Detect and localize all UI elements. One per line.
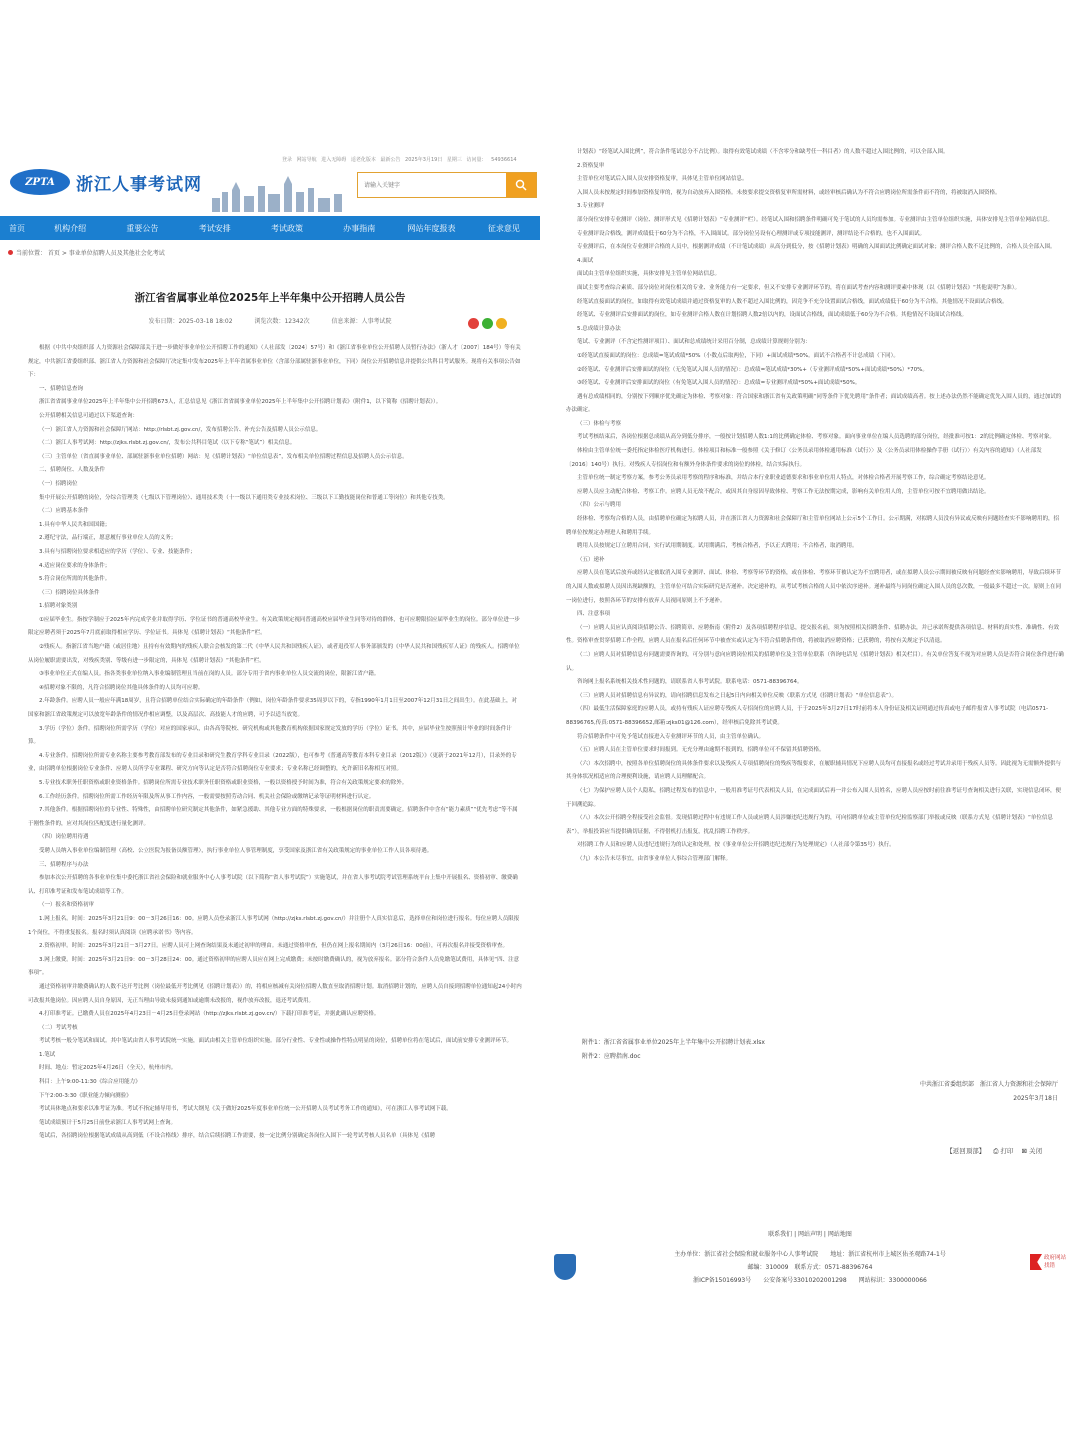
paragraph: 2.遵纪守法，品行端正，愿意履行事业单位人员的义务；: [39, 535, 177, 542]
breadcrumb: [8, 248, 165, 257]
paragraph: 经笔试直接面试的岗位，如取得有效笔试成绩并通过资格复审的人数不超过入围比例的，因竞争不充分设置面试合格线，面试成绩低于60分为不合格。其他情况不设面试合格线。: [577, 298, 1008, 305]
paragraph: 专业测评后，在本岗位专业测评合格的人员中，根据测评成绩（不计笔试成绩）从高分到低分，按《招聘计划表》明确的入围面试比例确定面试对象；测评合格人数不足比例的，合格人员全部入围。: [577, 244, 1056, 251]
paragraph: 1.招聘对象类别: [39, 603, 78, 610]
paragraph: （一）报名和资格初审: [39, 902, 95, 909]
article-title: 浙江省省属事业单位2025年上半年集中公开招聘人员公告: [134, 292, 406, 304]
article-body-left: [28, 342, 522, 1144]
paragraph: 下午2:00-3:30《职业能力倾向测验》: [39, 1092, 132, 1099]
top-link[interactable]: 最新公告: [380, 157, 401, 163]
attachment-link[interactable]: 附件1：浙江省省属事业单位2025年上半年集中公开招聘计划表.xlsx: [582, 1039, 765, 1046]
nav-exam-policy[interactable]: 考试政策: [270, 223, 303, 233]
paragraph: 符合招聘条件中可免予笔试直接进入专业测评环节的人员，由主管单位确认。: [577, 733, 765, 740]
article-meta: [0, 316, 540, 325]
top-link[interactable]: 进入无障碍: [321, 157, 347, 163]
paragraph: 笔试后，各招聘岗位根据笔试成绩从高到低（不设合格线）排序，结合后续招聘工作需要，按一定比例分别确定各岗位入围下一轮考试考核人员名单（具体见《招聘: [39, 1133, 436, 1140]
paragraph: 2.年龄条件。应聘人员一般应年满18周岁，且符合招聘单位结合实际确定的年龄条件（例如，岗位年龄条件要求35周岁以下的，专指1990年1月1日至2007年12月31日之间出生）。在此基础上，对国家和浙江省政策规定可以放宽年龄条件的情况作相应调整，以及高层次、高技能人才的应聘，可予以适当放宽。: [28, 698, 517, 719]
paragraph: （三）招聘岗位具体条件: [39, 589, 100, 596]
paragraph: （七）为保护应聘人员个人隐私，招聘过程发布的信息中，一般用准考证号代表相关人员，在完成面试后再一并公布入围人员姓名，应聘人员应按时前往准考证号查询相关进行关联，实现信息闭环，便于回溯追踪。: [566, 787, 1062, 808]
nav-annual-report[interactable]: 网站年度报表: [407, 223, 456, 233]
nav-notices[interactable]: 重要公告: [126, 223, 159, 233]
paragraph: 4.适应岗位要求的身体条件；: [39, 562, 111, 569]
close-button[interactable]: ⊠ 关闭: [1021, 1147, 1042, 1155]
paragraph: 主管单位对笔试后入围人员安排资格复审，具体见主管单位网站信息。: [577, 176, 748, 183]
paragraph: （四）岗位聘用待遇: [39, 834, 89, 841]
paragraph: （八）本次公开招聘全程接受社会监督。发现招聘过程中有违规工作人员或应聘人员涉嫌违纪违规行为的，可向招聘单位或主管单位纪检监察部门举报或反映（联系方式见《招聘计划表》“单位信息表”），举报投诉应当提供确切证据，不得借机打击报复，扰乱招聘工作秩序。: [566, 815, 1053, 835]
paragraph: 4.面试: [577, 257, 594, 264]
nav-guide[interactable]: 办事指南: [343, 223, 376, 233]
nav-home[interactable]: 首页: [9, 223, 25, 233]
paragraph: 咨询网上报名系统相关技术性问题的，请联系省人事考试院。联系电话：0571-88396764。: [577, 679, 803, 686]
search-button[interactable]: [506, 173, 536, 197]
paragraph: （二）应聘人员对招聘信息有问题需要咨询的，可分别与意向应聘岗位相关的招聘单位及主管单位联系（咨询电话见《招聘计划表》相关栏目）。有关单位答复不视为对应聘人员是否符合岗位条件进行确认。: [566, 651, 1064, 672]
attachments: [582, 1036, 765, 1064]
paragraph: 1.网上报名。时间：2025年3月21日9：00－3月26日16：00。应聘人员登录浙江人事考试网（http://zjks.rlsbt.zj.gov.cn/）并注册个人真实信息后，选择单位和岗位进行报名。每位应聘人员限报1个岗位，不得重复报名。报名时须认真阅读《应聘承诺书》等内容。: [28, 915, 520, 936]
paragraph: 3.学历（学位）条件。招聘岗位所需学历（学位）对应的国家承认，由各高等院校、研究机构或其他教育机构依据国家规定发放的学历（学位）证书。其中，应届毕业生按照预计毕业的时间条件计算。: [28, 725, 512, 746]
paragraph: 应聘人员应主动配合体检、考察工作。应聘人员无故不配合，或因其自身原因导致体检、考察工作无法按期完成，影响有关单位用人的，主管单位可按不宜聘用做出结论。: [577, 488, 990, 495]
paragraph: ②经笔试、专业测评后安排面试的岗位（无免笔试入围人员的情况）：总成绩=笔试成绩*30%+（专业测评成绩*50%+面试成绩*50%）*70%。: [577, 366, 928, 373]
paragraph: 5.总成绩计算办法: [577, 325, 621, 332]
paragraph: 专业测评设合格线，测评成绩低于60分为不合格，不入围面试。部分岗位另设有心理测评或专项技能测评，测评结论不合格的，也不入围面试。: [577, 230, 926, 237]
paragraph: 4.打印准考证。已缴费人员在2025年4月23日－4月25日登录网站（http://zjks.rlsbt.zj.gov.cn/）下载打印准考证，并据此确认应聘资格。: [39, 1011, 380, 1018]
paragraph: 7.其他条件。根据招聘岗位的专业性、特殊性，由招聘单位研究制定其他条件，如紧急援助、其他专业方面的特殊要求，一般根据岗位的职责需要确定。招聘条件中含有“能力素质”“优先考虑”等不属于刚性条件的，应对其岗位匹配度进行量化测评。: [28, 807, 518, 827]
paragraph: 参加本次公开招聘的各事业单位集中委托浙江省社会保险和就业服务中心人事考试院（以下简称“省人事考试院”）实施笔试，并在省人事考试院考试管理系统平台上集中开展报名、资格初审、缴费确认、打印准考证和发布笔试成绩等工作。: [28, 875, 518, 895]
paragraph: 根据《中共中央组织部 人力资源社会保障部关于进一步做好事业单位公开招聘工作的通知》（人社部发〔2024〕57号）和《浙江省事业单位公开招聘人员暂行办法》（浙人才〔2007〕184号）等有关规定，中共浙江省委组织部、浙江省人力资源和社会保障厅决定集中发布2025年上半年省属事业单位（含部分部属驻浙事业单位，下同）岗位公开招聘信息并提供公共科目考试服务。现将有关事项公告如下：: [28, 345, 521, 379]
paragraph: 入围人员未按规定时间参加资格复审的，视为自动放弃入围资格。未按要求提交资格复审所需材料，或经审核后确认为不符合应聘岗位所需条件而不符的，将被取消入围资格。: [577, 189, 1001, 196]
weekday-text: 星期三: [446, 157, 462, 163]
attachment-link[interactable]: 附件2：应聘指南.doc: [582, 1053, 641, 1060]
print-button[interactable]: ⎙ 打印: [993, 1147, 1014, 1155]
top-link[interactable]: 登录: [282, 157, 293, 163]
paragraph: （四）最低生活保障家庭的应聘人员，或持有残疾人证应聘专残疾人专招岗位的应聘人员，于于2025年3月27日17时前将本人身份证及相关证明通过传真或电子邮件报省人事考试院（电话0571-88396765,传真:0571-88396652,邮箱:zjks01@126.com），经审核后免除其考试费。: [566, 706, 1048, 726]
footer-host: 主办单位：浙江省社会保险和就业服务中心人事考试院 地址：浙江省杭州市上城区佑圣观路74-1号: [674, 1251, 946, 1258]
footer-info: [540, 1248, 1080, 1287]
paragraph: 主管单位统一制定考察方案，参考公务员录用考察的程序和标准，并结合本行业职业道德要求和事业单位用人特点，对体检合格者开展考察工作，综合确定考察结论意见。: [577, 475, 990, 482]
paragraph: ③经笔试、专业测评后安排面试的岗位（有免笔试入围人员的情况）：总成绩=专业测评成绩*50%+面试成绩*50%。: [577, 380, 861, 387]
paragraph: 经笔试、专业测评后安排面试的岗位，如专业测评合格人数在计划招聘人数2倍以内的，设面试合格线，面试成绩低于60分为不合格。其他情况不设面试合格线。: [577, 312, 968, 319]
paragraph: 三、招聘程序与办法: [39, 861, 89, 868]
paragraph: 公开招聘相关信息可通过以下渠道查询：: [39, 412, 139, 419]
paragraph: （二）浙江人事考试网：http://zjks.rlsbt.zj.gov.cn/，发布公共科目笔试（以下专称“笔试”）相关信息。: [39, 440, 296, 447]
paragraph: 计划表》“经笔试入围比例”，符合条件笔试总分不占比例）。取得有效笔试成绩（不含零分和缺考任一科目者）的人数不超过入围比例的，可以全部入围。: [577, 149, 949, 155]
share-buttons: [468, 318, 507, 329]
paragraph: 聘用人员按规定订立聘用合同，实行试用期制度。试用期满后，考核合格者，予以正式聘用；不合格者，取消聘用。: [577, 543, 858, 550]
paragraph: （六）本次招聘中，按照各单位招聘岗位的具体条件要求以及残疾人专项招聘岗位的残疾等级要求，在履职辅具情况下应聘人员均可直接报名或经过考试并录用于残疾人员等。因此视为无需额外提供与其身体状况相适应的合理便利设施，请应聘人员理解配合。: [566, 760, 1062, 781]
paragraph: 经体检、考察均合格的人员，由招聘单位确定为拟聘人员，并在浙江省人力资源和社会保障厅和主管单位网站上公示5个工作日。公示期满，对拟聘人员没有异议或反映有问题经查实不影响聘用的，招聘单位按规定办理进人和聘用手续。: [566, 516, 1060, 536]
article-body-right: [566, 146, 1064, 866]
paragraph: ①应届毕业生。指按学制应于2025年内完成学业并取得学历、学位证书的普通高校毕业生。有关政策规定视同普通高校应届毕业生同等对待的群体，也可应聘限招应届毕业生的岗位。部分单位进一步限定应聘者须于2025年7月底前取得相应学历、学位证书。具体见《招聘计划表》“其他条件”栏。: [28, 616, 520, 637]
paragraph: 笔试成绩预计于5月25日前登录浙江人事考试网上查询。: [39, 1119, 176, 1126]
paragraph: 5.专业技术职务任职资格或职业资格条件。招聘岗位所需专业技术职务任职资格或职业资格，一般以资格授予时间为准，符合有关政策规定要求的除外。: [39, 780, 408, 786]
nav-about[interactable]: 机构介绍: [54, 223, 87, 233]
paragraph: 5.符合岗位所需的其他条件。: [39, 576, 111, 583]
main-nav: [0, 216, 540, 240]
search-icon: [515, 179, 527, 191]
site-logo[interactable]: [10, 166, 206, 198]
top-links-bar: [282, 156, 540, 166]
paragraph: 笔试、专业测评（不含定性测评项目）、面试和总成绩统计采用百分制，总成绩计算规则分别为：: [577, 339, 811, 346]
right-column: [540, 0, 1080, 1440]
nav-exam-schedule[interactable]: 考试安排: [198, 223, 231, 233]
gov-badge-text: 政府网站找错: [1044, 1255, 1067, 1269]
info-source: 信息来源：人事考试院: [331, 318, 392, 325]
weibo-share-icon[interactable]: [468, 318, 479, 329]
visit-count: 54936614: [491, 157, 517, 163]
paragraph: （五）递补: [577, 556, 605, 563]
paragraph: 6.工作经历条件。招聘岗位所需工作经历年限及所从事工作内容，一般需要按照劳动合同、机关社会保险或缴纳记录等证明材料进行认定。: [39, 793, 375, 800]
party-gov-badge-icon[interactable]: [554, 1254, 576, 1280]
paragraph: （五）应聘人员在主管单位要求时间报到。无充分理由逾期不报到的，招聘单位可不保留其招聘资格。: [577, 747, 825, 754]
paragraph: （一）应聘人员应认真阅读招聘公告、招聘简章、应聘指南（附件2）及各项招聘程序信息，提交报名前，须为按照相关招聘条件、招聘办法，并已承诺所提供各项信息、材料的真实性、准确性、有效性。资格审查贯穿招聘工作全程，应聘人员在报名后任何环节中被查实或认定为不符合招聘条件的，将被取消应聘资格；已获聘的，将按有关规定予以清退。: [566, 624, 1060, 645]
paragraph: 遇有总成绩相同的，分别按下列顺序优先确定为体检、考察对象：符合国家和浙江省有关政策明确“同等条件下优先聘用”条件者；面试成绩高者。按上述办法仍然不能确定优先入围人员的，通过加试的办法确定。: [566, 393, 1062, 414]
paragraph: 1.笔试: [39, 1051, 56, 1058]
signature: [920, 1078, 1058, 1106]
paragraph: ④招聘对象不限的，凡符合招聘岗位其他具体条件的人员均可应聘。: [39, 684, 204, 691]
paragraph: （九）本公告未尽事宜，由省事业单位人事综合管理部门解释。: [577, 855, 732, 862]
paragraph: 考试考核一般分笔试和面试。其中笔试由省人事考试院统一实施，面试由相关主管单位组织实施。部分行业性、专业性或操作性特点明显的岗位，招聘单位将在笔试后，面试前安排专业测评环节。: [39, 1038, 513, 1045]
issue-date: 2025年3月18日: [1013, 1095, 1058, 1102]
paragraph: 应聘人员在笔试后放弃或经认定被取消入围专业测评、面试、体检、考察等环节的资格，或在体检、考察环节被认定为不宜聘用者，或在拟聘人员公示期间被反映有问题经查实影响聘用，导致后续环节的入围人数或拟聘人员因出现缺额的，主管单位可结合实际研究是否递补。决定递补的，从考试考核合格的人员中依次序递补。递补最终与同岗位确定入围人员的总次数，一般最多不超过一次。原则上在同一岗位进行，按照各环节的安排有放弃人员视同原则上不予递补。: [566, 570, 1062, 604]
paragraph: 集中开展公开招聘的岗位，分综合管理类（七级以下管理岗位）、通用技术类（十一级以下通用类专业技术岗位、三级以下工勤技能岗位和普通工等岗位）和其他专技类。: [39, 494, 449, 501]
gov-site-error-badge[interactable]: [1030, 1254, 1068, 1270]
paragraph: ②残疾人。指浙江省当地户籍（或居住地）且持有有效期内的残疾人联合会核发的第二代《中华人民共和国残疾人证》，或者退役军人事务部颁发的《中华人民共和国残疾军人证》的残疾人。招聘单位从岗位履职需要出发，对残疾类别、等级有进一步限定的，具体见《招聘计划表》“其他条件”栏。: [28, 644, 520, 664]
paragraph: 受聘人员纳入事业单位编制管理（高校、公立医院为报备员额管理），执行事业单位人事管理制度，享受国家及浙江省有关政策规定的事业单位工作人员各项待遇。: [39, 847, 433, 854]
back-to-top-link[interactable]: 【返回頂部】: [946, 1147, 986, 1155]
logo-mark: ZPTA: [10, 169, 70, 195]
paragraph: 时间、地点：暂定2025年4月26日（全天），杭州市内。: [39, 1065, 177, 1072]
paragraph: 体检由主管单位统一委托指定体检医疗机构进行。体检项目和标准一般参照《关于修订〈公务员录用体检通用标准（试行）〉及〈公务员录用体检操作手册（试行）〉有关内容的通知》（人社部发〔2016〕140号）执行。对残疾人专招岗位和有额外身体条件要求的岗位的体检，结合实际执行。: [566, 448, 1042, 468]
paragraph: ①经笔试直接面试的岗位：总成绩=笔试成绩*50%（小数点后取两位，下同）+面试成绩*50%。面试不合格者不计总成绩（下同）。: [577, 352, 899, 359]
search-input[interactable]: [358, 173, 506, 197]
paragraph: ③事业单位正式在编人员。指各类事业单位纳入事业编制管理且当前在岗的人员。部分专用于省内事业单位人员交流的岗位，限浙江省户籍。: [39, 671, 380, 678]
paragraph: 一、招聘信息查询: [39, 385, 84, 392]
paragraph: 3.网上缴费。时间：2025年3月21日9：00－3月28日24：00。通过资格初审的应聘人员应在网上完成缴费；未按时缴费确认的，视为放弃报名。部分符合条件人员免缴笔试费用，具体见“四、注意事项”。: [28, 956, 520, 977]
location-icon: [8, 250, 13, 255]
view-count: 浏览次数：12342次: [254, 318, 310, 325]
paragraph: 2.资格初审。时间：2025年3月21日－3月27日。应聘人员可上网查询结果及未通过初审的理由。未通过资格审查，但仍在网上报名期间内（3月26日16：00前），可再次报名并接受资格审查。: [39, 943, 508, 950]
issuers: 中共浙江省委组织部 浙江省人力资源和社会保障厅: [919, 1081, 1058, 1088]
paragraph: （一）浙江省人力资源和社会保障厅网站：http://rlsbt.zj.gov.cn/，发布招聘公告、补充公告及招聘人员公示信息。: [39, 426, 322, 433]
paragraph: 考试考核结束后，各岗位根据总成绩从高分到低分排序，一般按计划招聘人数1:1的比例确定体检、考察对象。面向事业单位在编人员选聘的部分岗位，经批准可按1：2的比例确定体检、考察对象。: [577, 434, 1055, 441]
paragraph: 4.专业条件。招聘岗位所需专业名称主要参考教育部发布的专业目录和研究生教育学科专业目录（2022版），也可参考《普通高等教育本科专业目录（2012版）》（更新于2021年12月），目录外的专业，由招聘单位根据岗位专业条件、应聘人员所学专业课程、研究方向等认定是否符合招聘岗位专业要求；专业名称已经调整的，允许新旧名称相互对照。: [28, 752, 517, 773]
article-actions: [946, 1146, 1042, 1156]
paragraph: 1.具有中华人民共和国国籍；: [39, 521, 111, 528]
city-skyline-illustration: [208, 172, 348, 212]
top-link[interactable]: 适老化版本: [350, 157, 376, 163]
paragraph: 四、注意事项: [577, 611, 611, 618]
publish-date: 发布日期：2025-03-18 18:02: [148, 318, 233, 325]
paragraph: （二）应聘基本条件: [39, 508, 89, 515]
paragraph: 3.具有与招聘岗位要求相适应的学历（学位）、专业、技能条件；: [39, 548, 196, 555]
visit-label: 访问量：: [466, 157, 487, 163]
paragraph: （四）公示与聘用: [577, 502, 622, 509]
paragraph: 二、招聘岗位、人数及条件: [39, 467, 106, 474]
footer-icp: 浙ICP备15016993号 公安备案号33010202001298 网站标识：3300000066: [693, 1277, 927, 1284]
paragraph: 考试具体地点和要求以准考证为准。考试不指定辅导用书，考试大纲见《关于做好2025年度事业单位统一公开招聘人员考试考务工作的通知》，可在浙江人事考试网下载。: [39, 1106, 452, 1113]
search-box: [357, 172, 537, 198]
paragraph: 3.专业测评: [577, 203, 605, 210]
error-report-icon: [1030, 1254, 1042, 1270]
paragraph: （三）体检与考察: [577, 420, 622, 427]
breadcrumb-text[interactable]: 当前位置： 首页 > 事业单位招聘人员及其他社会化考试: [16, 250, 165, 257]
footer-contact: 邮编：310009 联系方式：0571-88396764: [747, 1264, 873, 1271]
date-text: 2025年3月19日: [405, 157, 443, 163]
paragraph: （三）主管单位（省直属事业单位、部属驻浙事业单位招聘）网站：见《招聘计划表》“单位信息表”，发布相关单位招聘过程信息及招聘人员公示信息。: [39, 453, 408, 460]
site-name: 浙江人事考试网: [76, 174, 202, 195]
nav-feedback[interactable]: 征求意见: [487, 223, 520, 233]
paragraph: （二）考试考核: [39, 1024, 78, 1031]
favorite-share-icon[interactable]: [496, 318, 507, 329]
paragraph: 面试由主管单位组织实施，具体安排见主管单位网站信息。: [577, 271, 721, 278]
paragraph: 科目：上午9:00-11:30《综合应用能力》: [39, 1079, 141, 1086]
wechat-share-icon[interactable]: [482, 318, 493, 329]
paragraph: 部分岗位安排专业测评（岗位、测评形式见《招聘计划表》“专业测评”栏）。经笔试入围和招聘条件明确可免于笔试的人员均需参加。专业测评由主管单位组织实施，具体安排见主管单位网站信息。: [577, 216, 1053, 223]
paragraph: （三）应聘人员对招聘信息有异议的，请向招聘信息发布之日起5日内向相关单位反映（联系方式见《招聘计划表》“单位信息表”）。: [577, 692, 897, 699]
paragraph: 对招聘工作人员和应聘人员违纪违规行为的认定和处理，按《事业单位公开招聘违纪违规行为处理规定》（人社部令第35号）执行。: [577, 842, 895, 849]
paragraph: （一）招聘岗位: [39, 480, 78, 487]
paragraph: 浙江省省属事业单位2025年上半年集中公开招聘673人，汇总信息见《浙江省省属事业单位2025年上半年集中公开招聘计划表》（附件1，以下简称《招聘计划表》）。: [39, 399, 442, 406]
top-link[interactable]: 网站导航: [296, 157, 317, 163]
paragraph: 通过资格初审并缴费确认的人数不达开考比例（岗位最低开考比例见《招聘计划表》）的，将相应核减有关岗位招聘人数直至取消招聘计划。取消招聘计划的，应聘人员自接到招聘单位通知起24小时内可改报其他岗位。因应聘人员自身原因，无正当理由导致未接到通知或逾期未改报的，视作放弃改报，退还考试费用。: [28, 983, 522, 1004]
paragraph: 面试主要考查综合素质、部分岗位对岗位相关的专业、业务能力有一定要求，但又不安排专业测评环节的，将在面试考查内容和测评要素中体现（以《招聘计划表》“其他说明”为准）。: [577, 284, 1020, 291]
paragraph: 2.资格复审: [577, 162, 605, 169]
footer-links[interactable]: 联系我们 | 网站声明 | 网站地图: [768, 1231, 852, 1238]
